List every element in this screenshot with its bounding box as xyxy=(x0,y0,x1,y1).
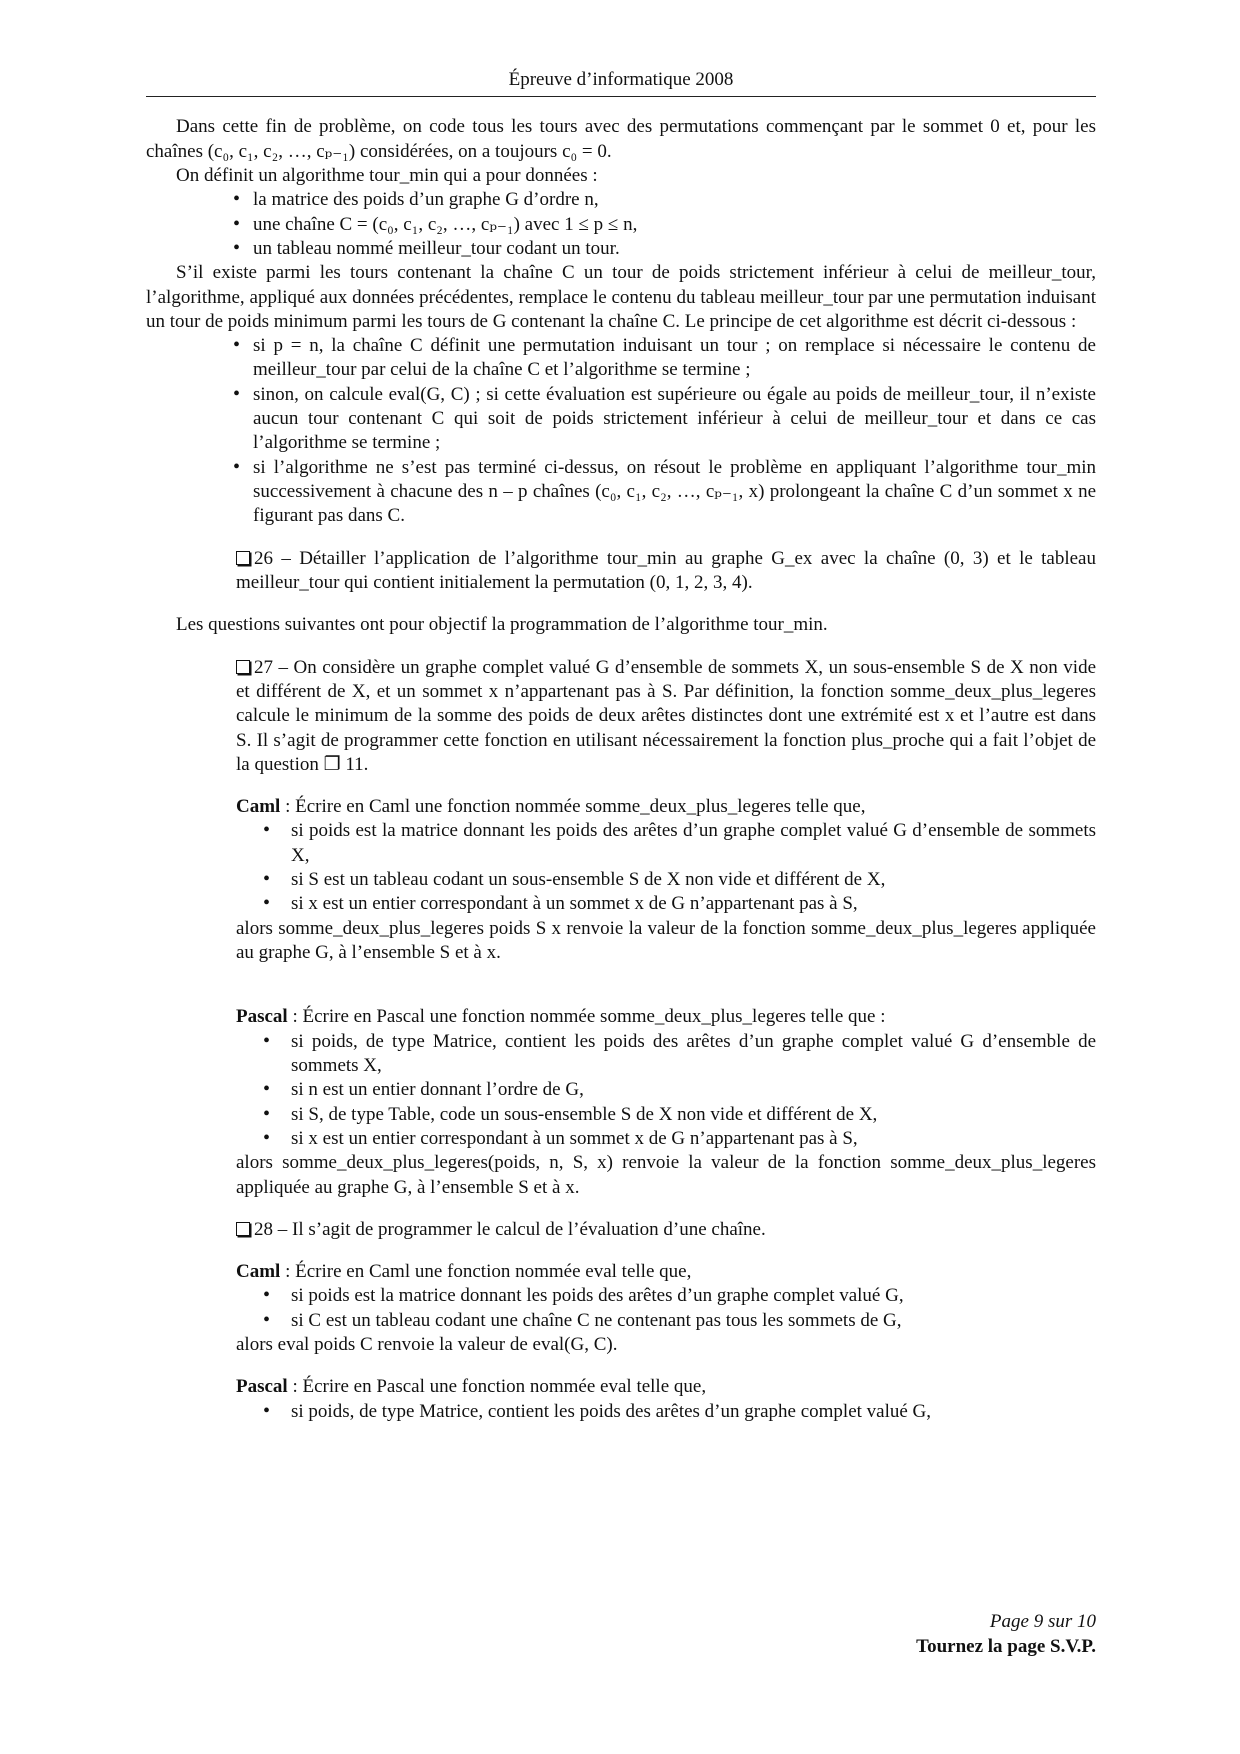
list-item: • si S est un tableau codant un sous-ensemble S de X non vide et différent de X, xyxy=(259,868,1096,892)
list-item: • si x est un entier correspondant à un sommet x de G n’appartenant pas à S, xyxy=(259,892,1096,916)
caml-list-27 xyxy=(259,819,1096,916)
turn-page-note: Tournez la page S.V.P. xyxy=(916,1635,1096,1657)
algorithm-definition: On définit un algorithme tour_min qui a pour données : xyxy=(176,164,598,186)
question-26: 26 – Détailler l’application de l’algorithme tour_min au graphe G_ex avec la chaîne (0, 3) et le tableau meilleur_tour qui contient initialement la permutation (0, 1, 2, 3, 4). xyxy=(236,547,1096,593)
list-item: • la matrice des poids d’un graphe G d’ordre n, xyxy=(229,188,1096,212)
list-item: • si poids est la matrice donnant les poids des arêtes d’un graphe complet valué G, xyxy=(259,1284,1096,1308)
list-item: • si poids, de type Matrice, contient les poids des arêtes d’un graphe complet valué G, xyxy=(259,1400,1096,1424)
caml-list-28 xyxy=(259,1284,1096,1333)
caml-conclusion-27: alors somme_deux_plus_legeres poids S x renvoie la valeur de la fonction somme_deux_plus_legeres appliquée au graphe G, à l’ensemble S et à x. xyxy=(236,917,1096,963)
page-number: Page 9 sur 10 xyxy=(989,1611,1096,1632)
page-content xyxy=(146,68,1096,1424)
pascal-intro-28: Pascal : Écrire en Pascal une fonction nommée eval telle que, xyxy=(236,1376,707,1398)
list-item: • si n est un entier donnant l’ordre de G, xyxy=(259,1078,1096,1102)
list-item: • si S, de type Table, code un sous-ensemble S de X non vide et différent de X, xyxy=(259,1103,1096,1127)
pascal-list-28 xyxy=(259,1400,1096,1424)
page-footer xyxy=(916,1610,1096,1659)
algorithm-description: S’il existe parmi les tours contenant la chaîne C un tour de poids strictement inférieur à celui de meilleur_tour, l’algorithme, appliqué aux données précédentes, remplace le contenu du tableau meilleur_tour par une permutation induisant un tour de poids minimum parmi les tours de G contenant la chaîne C. Le principe de cet algorithme est décrit ci-dessous : xyxy=(146,262,1096,332)
caml-conclusion-28: alors eval poids C renvoie la valeur de eval(G, C). xyxy=(236,1334,618,1356)
page-header: Épreuve d’informatique 2008 xyxy=(146,68,1096,97)
list-item: • sinon, on calcule eval(G, C) ; si cette évaluation est supérieure ou égale au poids de meilleur_tour, il n’existe aucun tour contenant C qui soit de poids strictement inférieur à celui de meilleur_tour et dans ce cas l’algorithme se termine ; xyxy=(229,383,1096,456)
list-item: • si l’algorithme ne s’est pas terminé ci-dessus, on résout le problème en appliquant l’algorithme tour_min successivement à chacune des n – p chaînes (c₀, c₁, c₂, …, cₚ₋₁, x) prolongeant la chaîne C d’un sommet x ne figurant pas dans C. xyxy=(229,456,1096,529)
list-item: • une chaîne C = (c₀, c₁, c₂, …, cₚ₋₁) avec 1 ≤ p ≤ n, xyxy=(229,213,1096,237)
checkbox-icon xyxy=(236,1222,250,1236)
list-item: • si x est un entier correspondant à un sommet x de G n’appartenant pas à S, xyxy=(259,1127,1096,1151)
pascal-intro-27: Pascal : Écrire en Pascal une fonction nommée somme_deux_plus_legeres telle que : xyxy=(236,1006,886,1028)
caml-intro-27: Caml : Écrire en Caml une fonction nommée somme_deux_plus_legeres telle que, xyxy=(236,796,866,818)
list-item: • si C est un tableau codant une chaîne C ne contenant pas tous les sommets de G, xyxy=(259,1309,1096,1333)
transition-paragraph: Les questions suivantes ont pour objectif la programmation de l’algorithme tour_min. xyxy=(176,614,828,636)
list-item: • si p = n, la chaîne C définit une permutation induisant un tour ; on remplace si nécessaire le contenu de meilleur_tour par celui de la chaîne C et l’algorithme se termine ; xyxy=(229,334,1096,383)
question-27: 27 – On considère un graphe complet valué G d’ensemble de sommets X, un sous-ensemble S de X non vide et différent de X, et un sommet x n’appartenant pas à S. Par définition, la fonction somme_deux_plus_legeres calcule le minimum de la somme des poids de deux arêtes distinctes dont une extrémité est x et l’autre est dans S. Il s’agit de programmer cette fonction en utilisant nécessairement la fonction plus_proche qui a fait l’objet de la question ❐ 11. xyxy=(236,656,1096,775)
caml-intro-28: Caml : Écrire en Caml une fonction nommée eval telle que, xyxy=(236,1261,692,1283)
pascal-conclusion-27: alors somme_deux_plus_legeres(poids, n, S, x) renvoie la valeur de la fonction somme_deux_plus_legeres appliquée au graphe G, à l’ensemble S et à x. xyxy=(236,1152,1096,1198)
list-item: • si poids est la matrice donnant les poids des arêtes d’un graphe complet valué G d’ensemble de sommets X, xyxy=(259,819,1096,868)
intro-paragraph: Dans cette fin de problème, on code tous les tours avec des permutations commençant par le sommet 0 et, pour les chaînes (c₀, c₁, c₂, …, cₚ₋₁) considérées, on a toujours c₀ = 0. xyxy=(146,116,1096,162)
list-item: • un tableau nommé meilleur_tour codant un tour. xyxy=(229,237,1096,261)
principle-list xyxy=(229,334,1096,529)
input-list xyxy=(229,188,1096,261)
checkbox-icon xyxy=(236,660,250,674)
question-28: 28 – Il s’agit de programmer le calcul de l’évaluation d’une chaîne. xyxy=(236,1218,1096,1242)
pascal-list-27 xyxy=(259,1030,1096,1152)
list-item: • si poids, de type Matrice, contient les poids des arêtes d’un graphe complet valué G d’ensemble de sommets X, xyxy=(259,1030,1096,1079)
checkbox-icon xyxy=(236,551,250,565)
